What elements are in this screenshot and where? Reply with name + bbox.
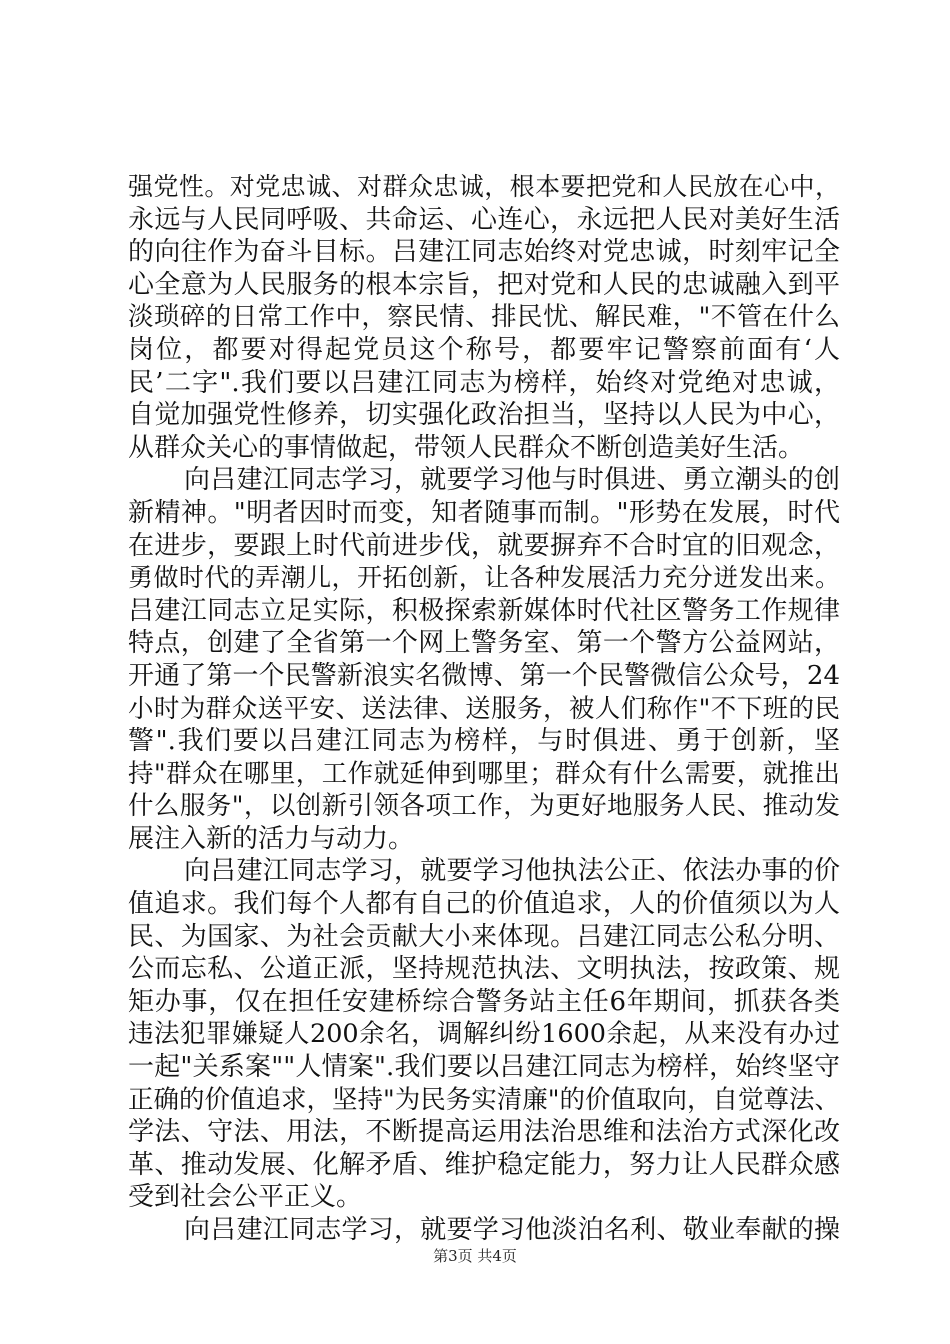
text-line: 淡琐碎的日常工作中，察民情、排民忧、解民难，"不管在什么 — [128, 302, 840, 333]
text-line: 违法犯罪嫌疑人200余名，调解纠纷1600余起，从来没有办过 — [128, 1019, 840, 1050]
text-line: 岗位，都要对得起党员这个称号，都要牢记警察前面有‘人 — [128, 334, 840, 365]
paragraph-first-line: 向吕建江同志学习，就要学习他与时俱进、勇立潮头的创 — [184, 465, 840, 496]
text-line: 革、推动发展、化解矛盾、维护稳定能力，努力让人民群众感 — [128, 1149, 840, 1180]
text-line: 民’二字".我们要以吕建江同志为榜样，始终对党绝对忠诚， — [128, 367, 840, 398]
paragraph-first-line: 向吕建江同志学习，就要学习他执法公正、依法办事的价 — [184, 856, 840, 887]
text-line: 展注入新的活力与动力。 — [128, 823, 415, 854]
text-line: 勇做时代的弄潮儿，开拓创新，让各种发展活力充分迸发出来。 — [128, 563, 840, 593]
text-line: 自觉加强党性修养，切实强化政治担当，坚持以人民为中心， — [128, 400, 840, 431]
text-line: 新精神。"明者因时而变，知者随事而制。"形势在发展，时代 — [128, 497, 840, 528]
text-line: 从群众关心的事情做起，带领人民群众不断创造美好生活。 — [128, 432, 805, 463]
paragraph-first-line: 向吕建江同志学习，就要学习他淡泊名利、敬业奉献的操 — [184, 1215, 840, 1245]
text-line: 强党性。对党忠诚、对群众忠诚，根本要把党和人民放在心中， — [128, 172, 840, 201]
text-line: 特点，创建了全省第一个网上警务室、第一个警方公益网站， — [128, 628, 840, 659]
text-line: 矩办事，仅在担任安建桥综合警务站主任6年期间，抓获各类 — [128, 986, 840, 1017]
text-line: 持"群众在哪里，工作就延伸到哪里；群众有什么需要，就推出 — [128, 758, 840, 789]
text-line: 开通了第一个民警新浪实名微博、第一个民警微信公众号，24 — [128, 660, 840, 691]
text-line: 值追求。我们每个人都有自己的价值追求，人的价值须以为人 — [128, 889, 840, 920]
text-line: 一起"关系案""人情案".我们要以吕建江同志为榜样，始终坚守 — [128, 1052, 840, 1083]
text-line: 永远与人民同呼吸、共命运、心连心，永远把人民对美好生活 — [128, 204, 840, 235]
text-line: 心全意为人民服务的根本宗旨，把对党和人民的忠诚融入到平 — [128, 269, 840, 300]
text-line: 民、为国家、为社会贡献大小来体现。吕建江同志公私分明、 — [128, 921, 840, 952]
page-number-footer: 第3页 共4页 — [433, 1247, 517, 1265]
text-line: 在进步，要跟上时代前进步伐，就要摒弃不合时宜的旧观念， — [128, 530, 840, 561]
text-line: 什么服务"，以创新引领各项工作，为更好地服务人民、推动发 — [128, 791, 840, 822]
text-line: 公而忘私、公道正派，坚持规范执法、文明执法，按政策、规 — [128, 954, 840, 985]
text-line: 警".我们要以吕建江同志为榜样，与时俱进、勇于创新，坚 — [128, 726, 840, 757]
text-line: 正确的价值追求，坚持"为民务实清廉"的价值取向，自觉尊法、 — [128, 1084, 840, 1115]
body-text — [128, 171, 840, 1247]
text-line: 吕建江同志立足实际，积极探索新媒体时代社区警务工作规律 — [128, 595, 840, 626]
text-line: 学法、守法、用法，不断提高运用法治思维和法治方式深化改 — [128, 1117, 840, 1148]
text-line: 小时为群众送平安、送法律、送服务，被人们称作"不下班的民 — [128, 693, 840, 724]
text-line: 的向往作为奋斗目标。吕建江同志始终对党忠诚，时刻牢记全 — [128, 237, 840, 268]
text-line: 受到社会公平正义。 — [128, 1182, 363, 1213]
